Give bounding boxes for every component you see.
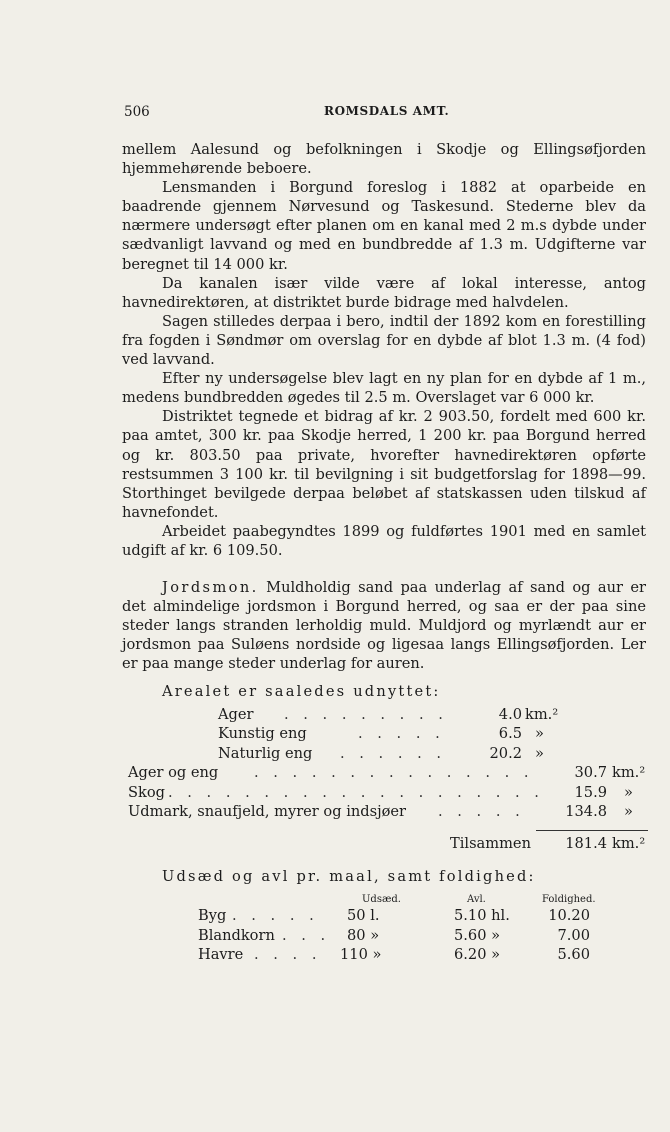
areal-row: Naturlig eng . . . . . . 20.2 »: [218, 744, 544, 762]
udsaed-column-headers: [122, 890, 646, 906]
areal-row: Udmark, snaufjeld, myrer og indsjøer . . . . . 134.8 »: [128, 803, 633, 821]
udsaed-heading: Udsæd og avl pr. maal, samt foldighed:: [162, 868, 536, 886]
udsaed-row: Blandkorn . . . 80 » 5.60 » 7.00: [198, 926, 590, 944]
column-header: Udsæd.: [362, 894, 401, 906]
areal-total-row: Tilsammen 181.4 km.²: [450, 834, 646, 852]
paragraph: Lensmanden i Borgund foreslog i 1882 at oparbeide en baadrende gjennem Nørvesund og Taskesund. Stederne blev da nærmere undersøgt efter planen om en kanal med 2 m.s dybde under sædvanligt lavvand og med en bundbredde af 1.3 m. Udgifterne var beregnet til 14 000 kr.: [122, 179, 646, 273]
page-number: 506: [124, 104, 150, 120]
page-header: [124, 104, 646, 124]
areal-row: Skog . . . . . . . . . . . . . . . . . . . . 15.9 »: [128, 783, 633, 801]
paragraph: Efter ny undersøgelse blev lagt en ny plan for en dybde af 1 m., medens bundbredden øgedes til 2.5 m. Overslaget var 6 000 kr.: [122, 370, 646, 407]
body-text: [122, 140, 646, 965]
areal-row: Ager og eng . . . . . . . . . . . . . . . 30.7 km.²: [128, 764, 646, 782]
udsaed-row: Byg . . . . . 50 l. 5.10 hl. 10.20: [198, 907, 590, 925]
column-header: Avl.: [467, 894, 486, 906]
running-title: ROMSDALS AMT.: [324, 104, 450, 118]
areal-row: Kunstig eng . . . . . 6.5 »: [218, 725, 544, 743]
paragraph: Arbeidet paabegyndtes 1899 og fuldførtes 1901 med en samlet udgift af kr. 6 109.50.: [122, 522, 646, 559]
areal-heading: Arealet er saaledes udnyttet:: [162, 682, 441, 700]
jordsmon-paragraph: [122, 578, 646, 673]
areal-row: Ager . . . . . . . . . 4.0 km.²: [218, 705, 559, 723]
udsaed-row: Havre . . . . 110 » 6.20 » 5.60: [198, 946, 590, 964]
jordsmon-text: Muldholdig sand paa underlag af sand og aur er det almindelige jordsmon i Borgund herred, og saa er der paa sine steder langs stranden lerholdig muld. Muldjord og myrlændt aur er jordsmon paa Suløens nordside og ligesaa langs Ellingsøfjorden. Ler er paa mange steder underlag for auren.: [122, 579, 647, 673]
jordsmon-heading: Jordsmon.: [162, 579, 259, 597]
sum-rule: [536, 830, 648, 831]
paragraph: mellem Aalesund og befolkningen i Skodje og Ellingsøfjorden hjemmehørende beboere.: [122, 141, 646, 178]
paragraph: Da kanalen især vilde være af lokal interesse, antog havnedirektøren, at distriktet burde bidrage med halvdelen.: [122, 274, 646, 311]
column-header: Foldighed.: [542, 894, 596, 906]
udsaed-table: [122, 890, 646, 965]
areal-table: [122, 705, 646, 854]
paragraph: Sagen stilledes derpaa i bero, indtil der 1892 kom en forestilling fra fogden i Søndmør om overslag for en dybde af blot 1.3 m. (4 fod) ved lavvand.: [122, 312, 646, 369]
paragraph: Distriktet tegnede et bidrag af kr. 2 903.50, fordelt med 600 kr. paa amtet, 300 kr. paa Skodje herred, 1 200 kr. paa Borgund herred og kr. 803.50 paa private, hvorefter havnedirektøren opførte restsummen 3 100 kr. til bevilgning i sit budgetforslag for 1898—99. Storthinget bevilgede derpaa beløbet af statskassen uden tilskud af havnefondet.: [122, 408, 646, 521]
